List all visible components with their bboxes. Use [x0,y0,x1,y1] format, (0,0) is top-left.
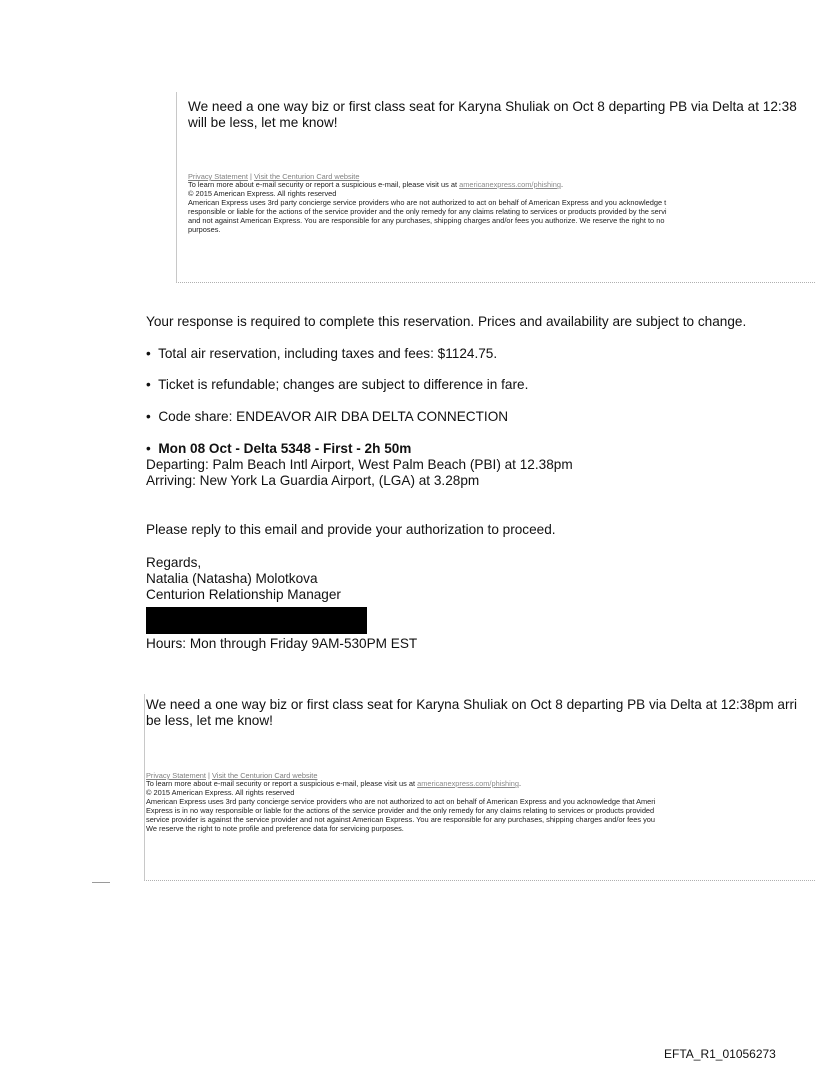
inner-disclaimer-line-2: responsible or liable for the actions of the service provider and the only remedy for any claims relating to services or products provided by the servi [188,207,667,216]
security-text: To learn more about e-mail security or report a suspicious e-mail, please visit us at [146,779,418,788]
outer-disclaimer-line-3: service provider is against the service provider and not against American Express. You are responsible for any purchases, shipping charges and/or fees you [146,815,656,824]
phishing-link[interactable]: americanexpress.com/phishing [417,779,519,788]
outer-copyright: © 2015 American Express. All rights reserved [146,788,295,797]
inner-message-line-1: We need a one way biz or first class seat for Karyna Shuliak on Oct 8 departing PB via Delta at 12:38 [188,99,797,114]
outer-disclaimer-line-1: American Express uses 3rd party concierge service providers who are not authorized to act on behalf of American Express and you acknowledge that Ameri [146,797,656,806]
bullet: • [146,377,151,392]
signature-regards: Regards, [146,555,202,570]
document-id: EFTA_R1_01056273 [664,1047,776,1061]
arriving-line: Arriving: New York La Guardia Airport, (LGA) at 3.28pm [146,473,480,488]
link-separator: | [205,771,213,780]
security-suffix: . [518,779,522,788]
inner-disclaimer-line-3: and not against American Express. You are responsible for any purchases, shipping charges and/or fees you authorize. We reserve the right to no [188,216,665,225]
bullet: • [146,409,151,424]
flight-heading: Mon 08 Oct - Delta 5348 - First - 2h 50m [158,441,412,456]
total-price-item [146,346,497,362]
flight-heading-item [146,441,411,457]
outer-disclaimer-line-2: Express is in no way responsible or liable for the actions of the service provider and the only remedy for any claims relating to services or products provided [146,806,655,815]
reply-request: Please reply to this email and provide your authorization to proceed. [146,522,556,537]
signature-hours: Hours: Mon through Friday 9AM-530PM EST [146,636,418,651]
centurion-website-link[interactable]: Visit the Centurion Card website [254,172,360,181]
link-separator: | [247,172,255,181]
bullet: • [146,441,151,456]
inner-disclaimer-line-4: purposes. [188,225,221,234]
privacy-statement-link[interactable]: Privacy Statement [188,172,248,181]
security-text: To learn more about e-mail security or report a suspicious e-mail, please visit us at [188,180,460,189]
security-suffix: . [560,180,564,189]
codeshare-item [146,409,508,425]
redaction-block [146,607,367,634]
page-mark [92,882,110,883]
inner-copyright: © 2015 American Express. All rights reserved [188,189,337,198]
phishing-link[interactable]: americanexpress.com/phishing [459,180,561,189]
total-price-text: Total air reservation, including taxes and fees: $1124.75. [158,346,498,361]
centurion-website-link[interactable]: Visit the Centurion Card website [212,771,318,780]
outer-disclaimer-line-4: We reserve the right to note profile and preference data for servicing purposes. [146,824,404,833]
refund-item [146,377,528,393]
reservation-intro: Your response is required to complete this reservation. Prices and availability are subject to change. [146,314,747,329]
privacy-statement-link[interactable]: Privacy Statement [146,771,206,780]
refund-text: Ticket is refundable; changes are subject to difference in fare. [158,377,529,392]
outer-message-line-1: We need a one way biz or first class seat for Karyna Shuliak on Oct 8 departing PB via Delta at 12:38pm arri [146,697,798,712]
codeshare-text: Code share: ENDEAVOR AIR DBA DELTA CONNECTION [158,409,509,424]
inner-message-line-2: will be less, let me know! [188,115,338,130]
bullet: • [146,346,151,361]
departing-line: Departing: Palm Beach Intl Airport, West Palm Beach (PBI) at 12.38pm [146,457,573,472]
signature-name: Natalia (Natasha) Molotkova [146,571,318,586]
signature-title: Centurion Relationship Manager [146,587,341,602]
inner-disclaimer-line-1: American Express uses 3rd party concierge service providers who are not authorized to act on behalf of American Express and you acknowledge t [188,198,667,207]
outer-message-line-2: be less, let me know! [146,713,273,728]
